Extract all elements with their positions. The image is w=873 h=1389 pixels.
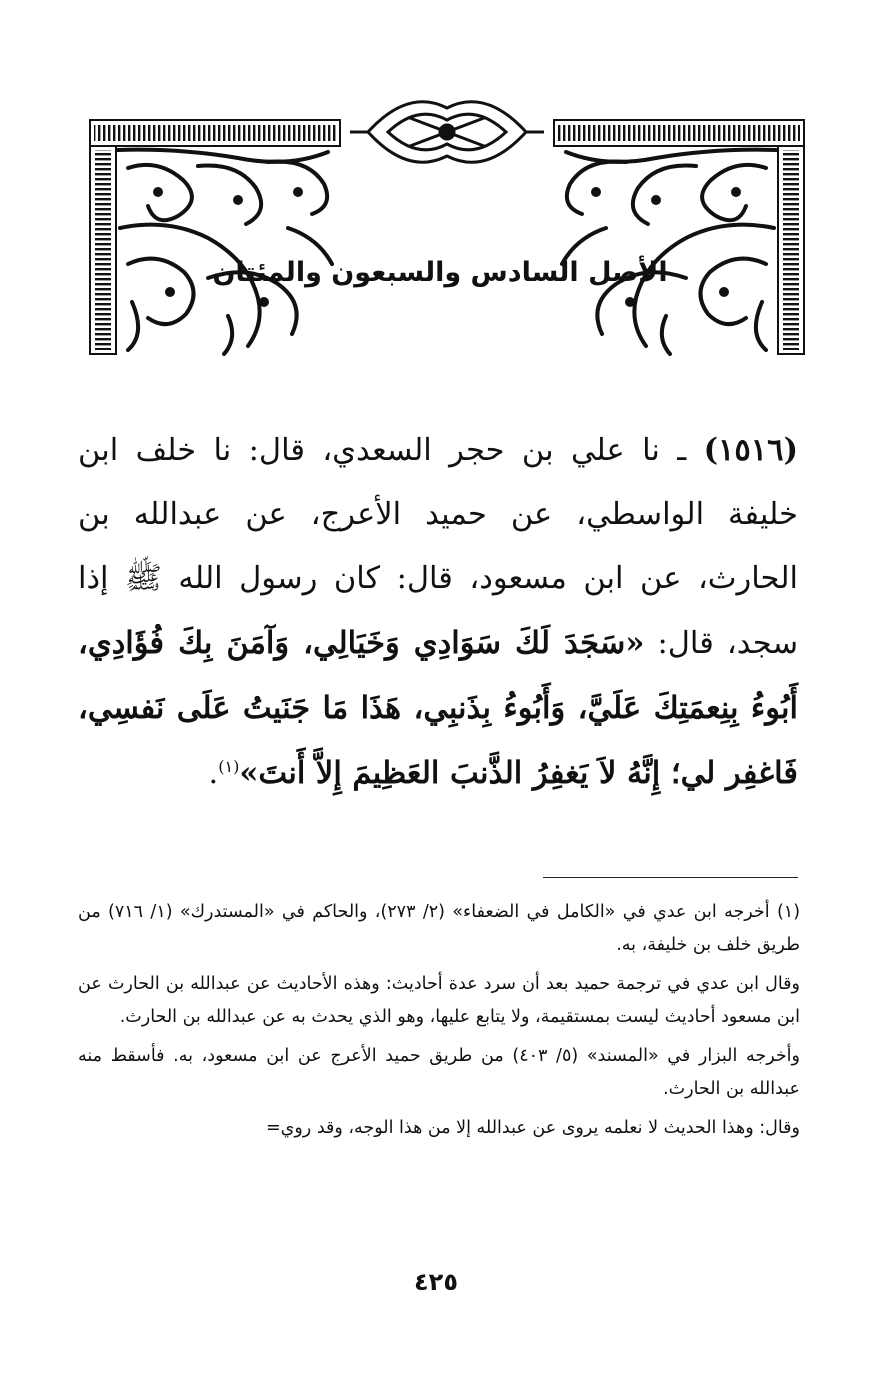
footnotes [78,896,800,1151]
chapter-title: الأصل السادس والسبعون والمئتان [212,256,668,288]
footnote-paragraph: وقال: وهذا الحديث لا نعلمه يروى عن عبدالله إلا من هذا الوجه، وقد روي= [266,1118,800,1138]
footnote-separator [543,877,798,878]
hadith-text [78,418,798,806]
footnote-paragraph: وقال ابن عدي في ترجمة حميد بعد أن سرد عدة أحاديث: وهذه الأحاديث عن عبدالله بن الحارث عن ابن مسعود أحاديث ليست بمستقيمة، ولا يتابع عليها، وهو الذي يحدث به عن عبدالله بن الحارث. [78,974,800,1027]
footnote-paragraph: وأخرجه البزار في «المسند» (٥/ ٤٠٣) من طريق حميد الأعرج عن ابن مسعود، به. فأسقط منه عبدالله بن الحارث. [78,1046,800,1099]
ornamental-header [88,88,806,356]
footnote-paragraph: (١) أخرجه ابن عدي في «الكامل في الضعفاء» (٢/ ٢٧٣)، والحاكم في «المستدرك» (١/ ٧١٦) من طريق خلف بن خليفة، به. [78,902,801,955]
hadith-number: (١٥١٦) [703,432,798,468]
hadith-chain: ـ نا علي بن حجر السعدي، قال: نا خلف ابن خليفة الواسطي، عن حميد الأعرج، عن عبدالله بن الحارث، عن ابن مسعود، قال: كان رسول الله ﷺ إذا سجد، قال: [78,433,798,661]
hadith-paragraph [78,418,798,806]
page-number: ٤٢٥ [414,1268,458,1296]
hadith-end: . [208,756,219,791]
hadith-quote: «سَجَدَ لَكَ سَوَادِي وَخَيَالِي، وَآمَنَ بِكَ فُؤَادِي، أَبُوءُ بِنِعمَتِكَ عَلَيَّ، وَأَبُوءُ بِذَنبِي، هَذَا مَا جَنَيتُ عَلَى نَفسِي، فَاغفِر لي؛ إِنَّهُ لاَ يَغفِرُ الذَّنبَ العَظِيمَ إِلاَّ أَنتَ» [78,625,798,791]
footnote-reference[interactable]: (١) [218,756,240,776]
header-ornament [88,88,806,356]
